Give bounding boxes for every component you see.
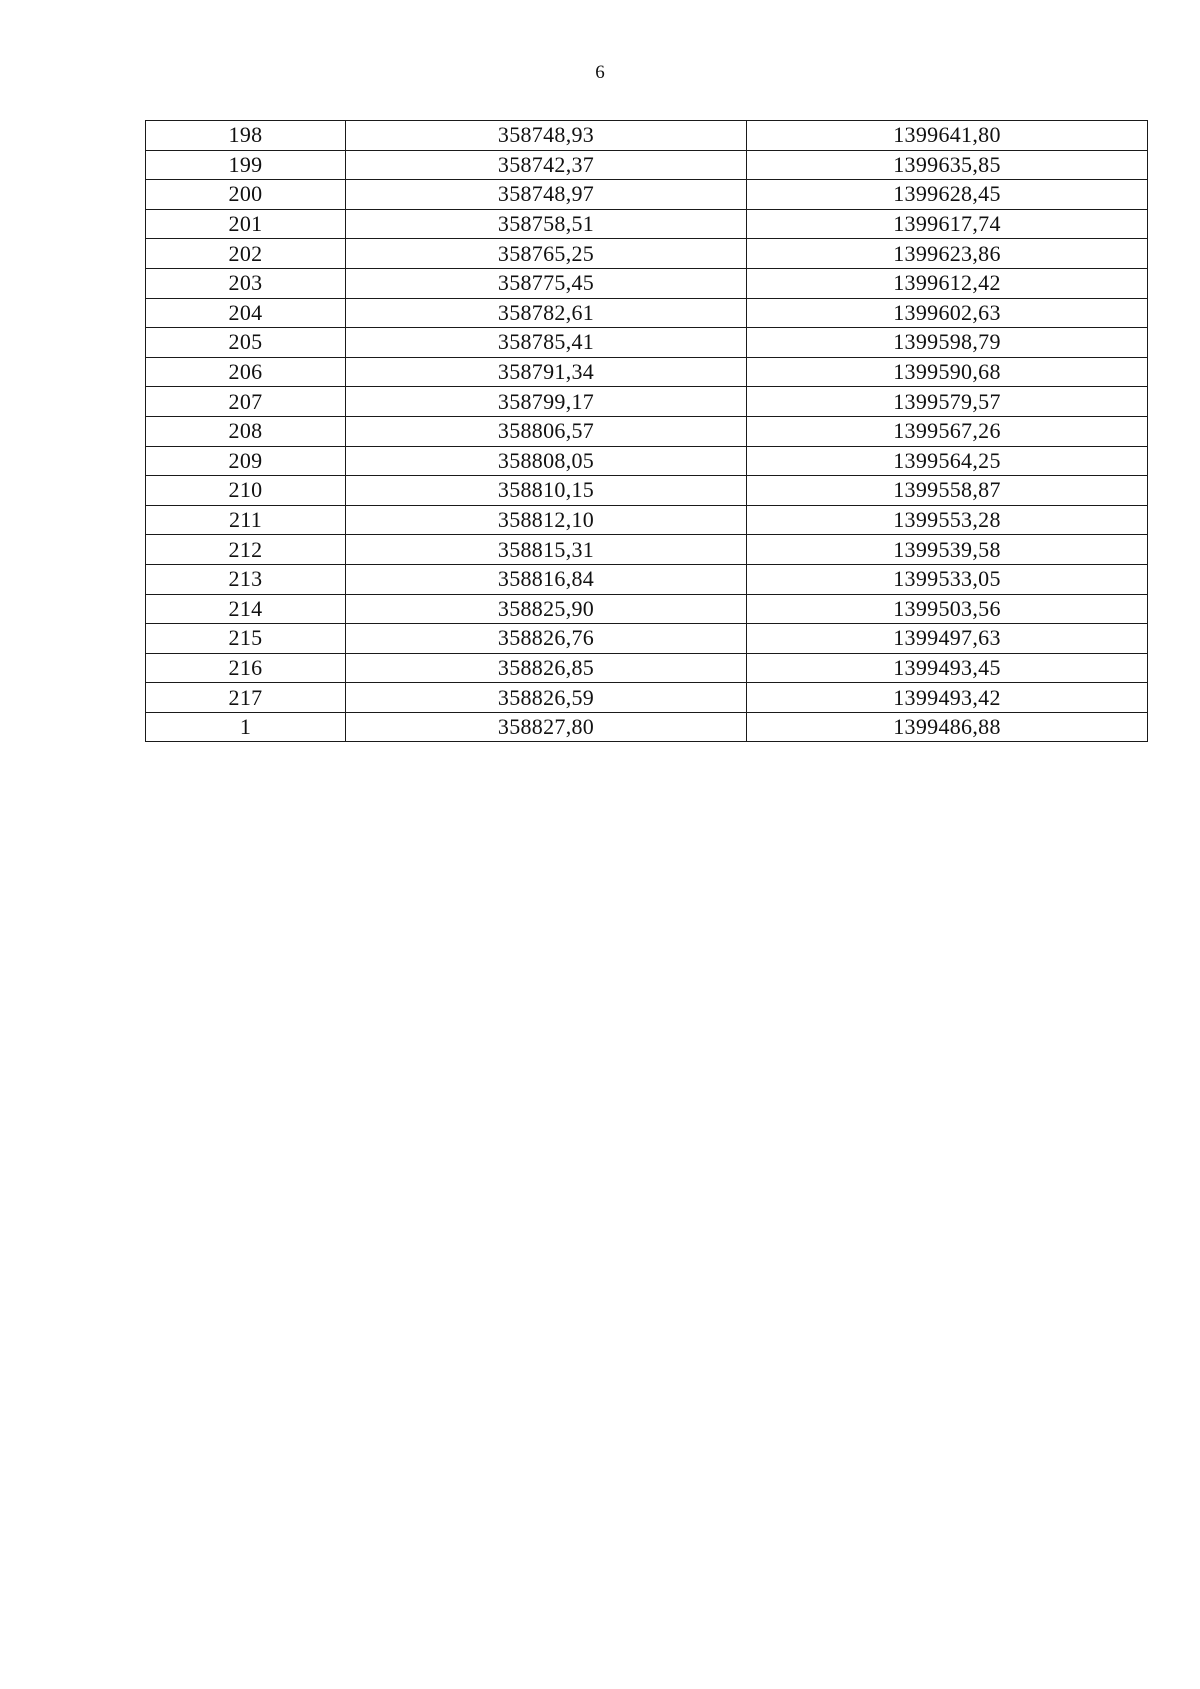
x-coordinate-cell: 358782,61 <box>346 298 747 328</box>
x-coordinate-cell: 358748,97 <box>346 180 747 210</box>
table-row <box>146 712 1148 742</box>
y-coordinate-cell: 1399612,42 <box>747 268 1148 298</box>
y-coordinate-cell: 1399617,74 <box>747 209 1148 239</box>
table-row <box>146 653 1148 683</box>
x-coordinate-cell: 358816,84 <box>346 564 747 594</box>
table-row <box>146 357 1148 387</box>
point-number-cell: 204 <box>146 298 346 328</box>
point-number-cell: 211 <box>146 505 346 535</box>
table-row <box>146 683 1148 713</box>
x-coordinate-cell: 358748,93 <box>346 121 747 151</box>
point-number-cell: 217 <box>146 683 346 713</box>
point-number-cell: 201 <box>146 209 346 239</box>
table-row <box>146 239 1148 269</box>
table-row <box>146 446 1148 476</box>
point-number-cell: 214 <box>146 594 346 624</box>
point-number-cell: 215 <box>146 624 346 654</box>
coordinates-table-body <box>146 121 1148 742</box>
x-coordinate-cell: 358810,15 <box>346 476 747 506</box>
x-coordinate-cell: 358758,51 <box>346 209 747 239</box>
x-coordinate-cell: 358775,45 <box>346 268 747 298</box>
y-coordinate-cell: 1399564,25 <box>747 446 1148 476</box>
page-number: 6 <box>595 62 605 83</box>
table-row <box>146 268 1148 298</box>
table-row <box>146 387 1148 417</box>
y-coordinate-cell: 1399497,63 <box>747 624 1148 654</box>
x-coordinate-cell: 358826,85 <box>346 653 747 683</box>
y-coordinate-cell: 1399503,56 <box>747 594 1148 624</box>
y-coordinate-cell: 1399493,45 <box>747 653 1148 683</box>
y-coordinate-cell: 1399486,88 <box>747 712 1148 742</box>
x-coordinate-cell: 358826,59 <box>346 683 747 713</box>
table-row <box>146 594 1148 624</box>
x-coordinate-cell: 358812,10 <box>346 505 747 535</box>
point-number-cell: 207 <box>146 387 346 417</box>
point-number-cell: 1 <box>146 712 346 742</box>
point-number-cell: 213 <box>146 564 346 594</box>
y-coordinate-cell: 1399590,68 <box>747 357 1148 387</box>
table-row <box>146 476 1148 506</box>
point-number-cell: 200 <box>146 180 346 210</box>
table-row <box>146 564 1148 594</box>
x-coordinate-cell: 358765,25 <box>346 239 747 269</box>
table-row <box>146 535 1148 565</box>
point-number-cell: 210 <box>146 476 346 506</box>
y-coordinate-cell: 1399539,58 <box>747 535 1148 565</box>
x-coordinate-cell: 358825,90 <box>346 594 747 624</box>
x-coordinate-cell: 358806,57 <box>346 416 747 446</box>
y-coordinate-cell: 1399533,05 <box>747 564 1148 594</box>
table-row <box>146 150 1148 180</box>
table-row <box>146 180 1148 210</box>
point-number-cell: 202 <box>146 239 346 269</box>
point-number-cell: 199 <box>146 150 346 180</box>
coordinates-table <box>145 120 1148 742</box>
point-number-cell: 216 <box>146 653 346 683</box>
point-number-cell: 208 <box>146 416 346 446</box>
y-coordinate-cell: 1399602,63 <box>747 298 1148 328</box>
x-coordinate-cell: 358815,31 <box>346 535 747 565</box>
point-number-cell: 209 <box>146 446 346 476</box>
point-number-cell: 198 <box>146 121 346 151</box>
y-coordinate-cell: 1399623,86 <box>747 239 1148 269</box>
y-coordinate-cell: 1399635,85 <box>747 150 1148 180</box>
table-row <box>146 209 1148 239</box>
y-coordinate-cell: 1399579,57 <box>747 387 1148 417</box>
x-coordinate-cell: 358826,76 <box>346 624 747 654</box>
y-coordinate-cell: 1399567,26 <box>747 416 1148 446</box>
table-row <box>146 121 1148 151</box>
y-coordinate-cell: 1399553,28 <box>747 505 1148 535</box>
table-row <box>146 505 1148 535</box>
x-coordinate-cell: 358799,17 <box>346 387 747 417</box>
x-coordinate-cell: 358791,34 <box>346 357 747 387</box>
y-coordinate-cell: 1399558,87 <box>747 476 1148 506</box>
x-coordinate-cell: 358742,37 <box>346 150 747 180</box>
y-coordinate-cell: 1399628,45 <box>747 180 1148 210</box>
x-coordinate-cell: 358808,05 <box>346 446 747 476</box>
table-row <box>146 298 1148 328</box>
point-number-cell: 206 <box>146 357 346 387</box>
point-number-cell: 212 <box>146 535 346 565</box>
table-row <box>146 328 1148 358</box>
x-coordinate-cell: 358827,80 <box>346 712 747 742</box>
point-number-cell: 203 <box>146 268 346 298</box>
point-number-cell: 205 <box>146 328 346 358</box>
y-coordinate-cell: 1399641,80 <box>747 121 1148 151</box>
table-row <box>146 416 1148 446</box>
table-row <box>146 624 1148 654</box>
y-coordinate-cell: 1399598,79 <box>747 328 1148 358</box>
y-coordinate-cell: 1399493,42 <box>747 683 1148 713</box>
x-coordinate-cell: 358785,41 <box>346 328 747 358</box>
